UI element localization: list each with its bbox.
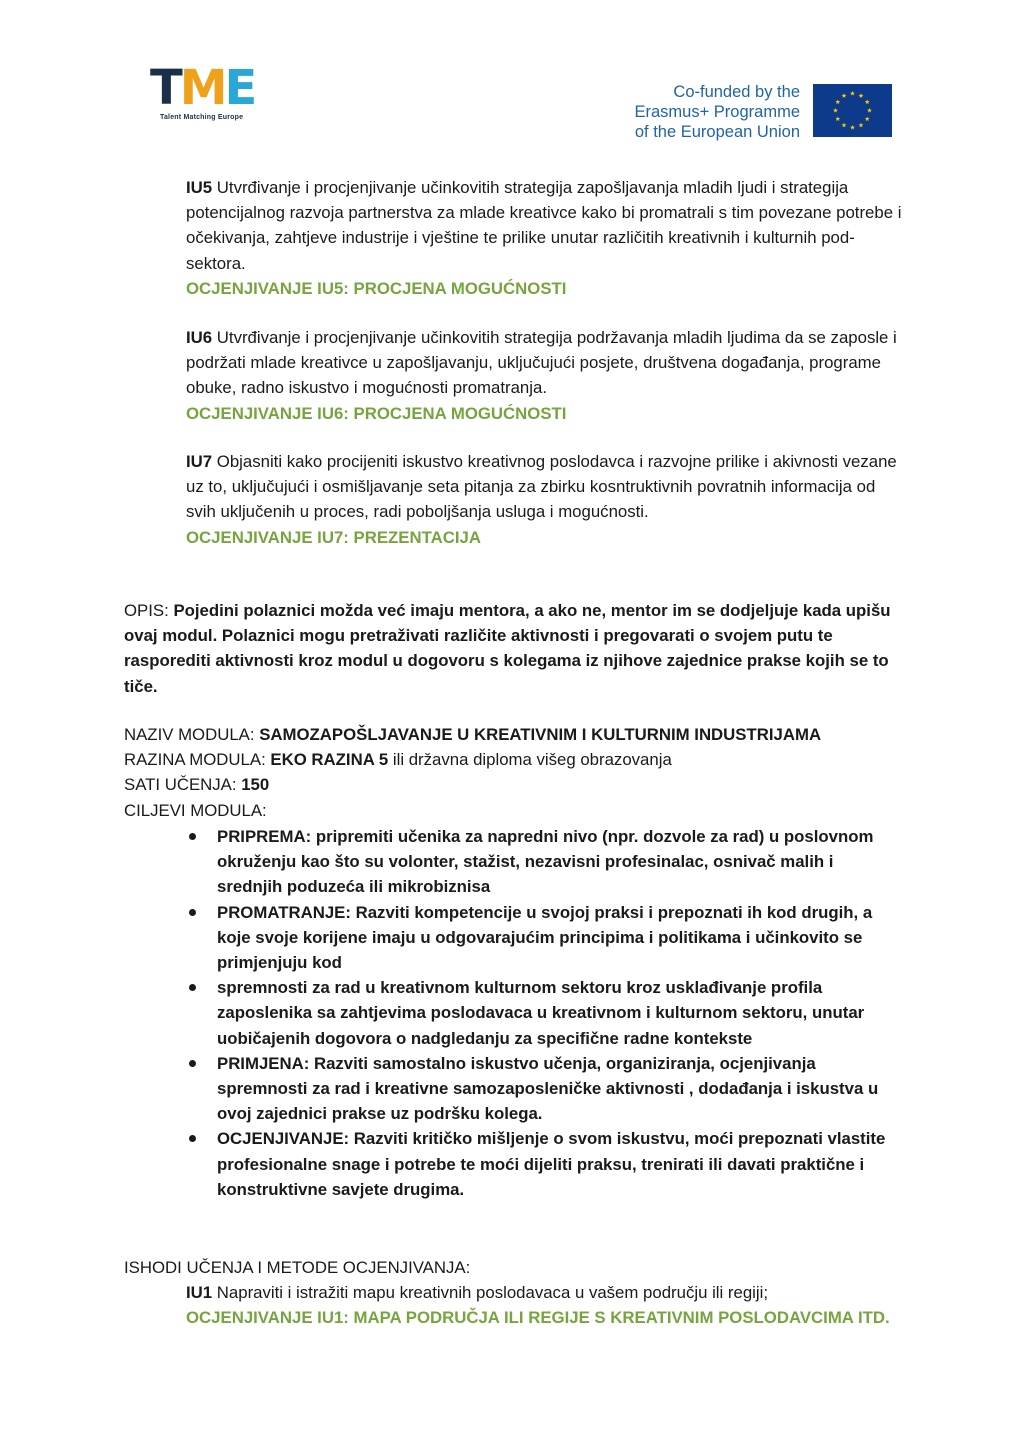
- outcome-code: IU1: [186, 1283, 213, 1302]
- outcome-iu7: [186, 449, 906, 550]
- goals-list: [184, 824, 902, 1202]
- outcome-text: Objasniti kako procijeniti iskustvo kreativnog poslodavca i razvojne prilike i akivnosti vezane uz to, uključujući i osmišljavanje seta pitanja za zbirku kosntruktivnih povratnih informacija od svih uključenih u proces, radi poboljšanja usluga i mogućnosti.: [186, 452, 897, 522]
- eu-flag-icon: [813, 84, 892, 137]
- module-info: [124, 722, 914, 823]
- description-text: Pojedini polaznici možda već imaju mentora, a ako ne, mentor im se dodjeljuje kada upišu ovaj modul. Polaznici mogu pretraživati različite aktivnosti i pregovarati o svojem putu te rasporediti aktivnosti kroz modul u dogovoru s kolegama iz njihove zajednice prakse kojih se to tiče.: [124, 601, 891, 696]
- module-hours-value: 150: [241, 775, 270, 795]
- module-name-value: SAMOZAPOŠLJAVANJE U KREATIVNIM I KULTURNIM INDUSTRIJAMA: [259, 725, 822, 744]
- eu-text-line-1: Co-funded by the: [673, 83, 800, 101]
- outcome-assessment: OCJENJIVANJE IU1: MAPA PODRUČJA ILI REGIJE S KREATIVNIM POSLODAVCIMA ITD.: [186, 1308, 890, 1328]
- outcomes-heading: ISHODI UČENJA I METODE OCJENJIVANJA:: [124, 1258, 471, 1277]
- module-name-row: [124, 722, 914, 747]
- outcome-text: Utvrđivanje i procjenjivanje učinkovitih strategija podržavanja mladih ljudima da se zaposle i podržati mlade kreativce u zapošljavanju, uključujući posjete, društvena događanja, programe obuke, radno iskustvo i mogućnosti promatranja.: [186, 328, 897, 398]
- eu-text-line-3: of the European Union: [634, 123, 800, 141]
- tme-logo-tagline: Talent Matching Europe: [160, 114, 244, 121]
- list-item: spremnosti za rad u kreativnom kulturnom sektoru kroz usklađivanje profila zaposlenika sa zahtjevima poslodavaca u kreativnom i kulturnom sektoru, unutar uobičajenih dogovora o nadgledanju za specifične radne kontekste: [184, 975, 902, 1051]
- outcome-assessment: OCJENJIVANJE IU6: PROCJENA MOGUĆNOSTI: [186, 403, 567, 423]
- outcome-code: IU6: [186, 328, 213, 347]
- outcome-assessment: OCJENJIVANJE IU7: PREZENTACIJA: [186, 527, 481, 547]
- tme-logo-wordmark: TME: [150, 60, 255, 116]
- module-hours-row: [124, 772, 914, 797]
- module-level-row: [124, 747, 914, 772]
- tme-logo: [150, 62, 265, 132]
- list-item: PRIMJENA: Razviti samostalno iskustvo učenja, organiziranja, ocjenjivanja spremnosti za rad i kreativne samozaposleničke aktivnosti , dodađanja i iskustva u ovoj zajednici prakse uz podršku kolega.: [184, 1051, 902, 1127]
- description-paragraph: [124, 598, 914, 699]
- outcome-text: Napraviti i istražiti mapu kreativnih poslodavaca u vašem području ili regiji;: [212, 1283, 769, 1302]
- outcome-code: IU5: [186, 178, 213, 197]
- module-level-label: RAZINA MODULA:: [124, 750, 271, 770]
- module-level-suffix: ili državna diploma višeg obrazovanja: [388, 750, 672, 770]
- module-name-label: NAZIV MODULA:: [124, 725, 260, 744]
- outcome-text: Utvrđivanje i procjenjivanje učinkovitih strategija zapošljavanja mladih ljudi i strategija potencijalnog razvoja partnerstva za mlade kreativce kako bi promatrali s tim povezane potrebe i očekivanja, zahtjeve industrije i vještine te prilike unutar različitih kreativnih i kulturnih pod- sektora.: [186, 178, 902, 273]
- list-item: OCJENJIVANJE: Razviti kritičko mišljenje o svom iskustvu, moći prepoznati vlastite profesionalne snage i potrebe te moći dijeliti praksu, trenirati ili davati praktične i konstruktivne savjete drugima.: [184, 1126, 902, 1202]
- outcome-code: IU7: [186, 452, 213, 471]
- eu-cofunding-text: [600, 82, 800, 142]
- module-level-value: EKO RAZINA 5: [270, 750, 389, 770]
- outcome-iu6: [186, 325, 906, 426]
- list-item: PROMATRANJE: Razviti kompetencije u svojoj praksi i prepoznati ih kod drugih, a koje svoje korijene imaju u odgovarajućim principima i politikama i učinkovito se primjenjuju kod: [184, 900, 902, 976]
- outcome-assessment: OCJENJIVANJE IU5: PROCJENA MOGUĆNOSTI: [186, 278, 567, 298]
- module-goals-label: CILJEVI MODULA:: [124, 800, 267, 820]
- module-hours-label: SATI UČENJA:: [124, 775, 242, 795]
- list-item: PRIPREMA: pripremiti učenika za napredni nivo (npr. dozvole za rad) u poslovnom okruženju kao što su volonter, stažist, nezavisni profesinalac, osnivač malih i srednjih poduzeća ili mikrobiznisa: [184, 824, 902, 900]
- eu-text-line-2: Erasmus+ Programme: [634, 103, 800, 121]
- description-label: OPIS:: [124, 601, 174, 620]
- outcome-iu5: [186, 175, 906, 301]
- outcome-iu1: [186, 1280, 906, 1330]
